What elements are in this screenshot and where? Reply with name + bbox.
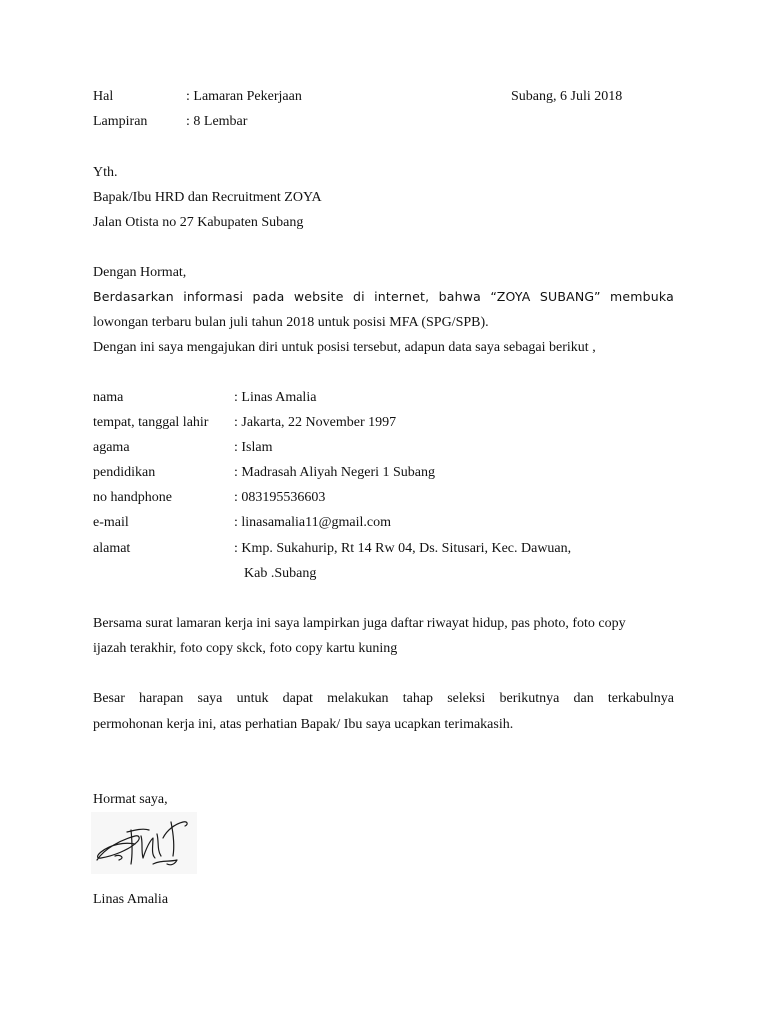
attachments-line-1: Bersama surat lamaran kerja ini saya lampirkan juga daftar riwayat hidup, pas photo, foto copy bbox=[93, 616, 626, 631]
field-value-agama: : Islam bbox=[234, 440, 273, 455]
hal-value: : Lamaran Pekerjaan bbox=[186, 89, 302, 104]
recipient-name: Bapak/Ibu HRD dan Recruitment ZOYA bbox=[93, 190, 322, 205]
paragraph-1-line-1: Berdasarkan informasi pada website di internet, bahwa “ZOYA SUBANG” membuka bbox=[93, 289, 674, 304]
recipient-address: Jalan Otista no 27 Kabupaten Subang bbox=[93, 215, 304, 230]
signature-image bbox=[91, 812, 197, 874]
field-value-pendidikan: : Madrasah Aliyah Negeri 1 Subang bbox=[234, 465, 436, 480]
closing-paragraph-line-2: permohonan kerja ini, atas perhatian Bapak/ Ibu saya ucapkan terimakasih. bbox=[93, 717, 514, 732]
signature-scribble bbox=[91, 812, 197, 874]
place-date: Subang, 6 Juli 2018 bbox=[511, 89, 623, 104]
signer-name: Linas Amalia bbox=[93, 892, 169, 907]
field-label-email: e-mail bbox=[93, 515, 129, 530]
field-label-agama: agama bbox=[93, 440, 130, 455]
recipient-salutation: Yth. bbox=[93, 165, 118, 180]
greeting: Dengan Hormat, bbox=[93, 265, 187, 280]
field-value-alamat-cont: Kab .Subang bbox=[244, 566, 317, 581]
field-value-alamat: : Kmp. Sukahurip, Rt 14 Rw 04, Ds. Situsari, Kec. Dawuan, bbox=[234, 541, 572, 556]
field-value-email: : linasamalia11@gmail.com bbox=[234, 515, 392, 530]
closing-salutation: Hormat saya, bbox=[93, 792, 168, 807]
closing-paragraph-line-1: Besar harapan saya untuk dapat melakukan tahap seleksi berikutnya dan terkabulnya bbox=[93, 691, 674, 706]
field-value-nama: : Linas Amalia bbox=[234, 390, 317, 405]
field-value-handphone: : 083195536603 bbox=[234, 490, 326, 505]
hal-label: Hal bbox=[93, 89, 114, 104]
attachments-line-2: ijazah terakhir, foto copy skck, foto copy kartu kuning bbox=[93, 641, 398, 656]
field-label-ttl: tempat, tanggal lahir bbox=[93, 415, 209, 430]
lampiran-value: : 8 Lembar bbox=[186, 114, 248, 129]
lampiran-label: Lampiran bbox=[93, 114, 148, 129]
paragraph-2: Dengan ini saya mengajukan diri untuk posisi tersebut, adapun data saya sebagai berikut , bbox=[93, 340, 596, 355]
field-label-alamat: alamat bbox=[93, 541, 131, 556]
field-label-pendidikan: pendidikan bbox=[93, 465, 156, 480]
field-label-handphone: no handphone bbox=[93, 490, 172, 505]
field-value-ttl: : Jakarta, 22 November 1997 bbox=[234, 415, 397, 430]
paragraph-1-line-2: lowongan terbaru bulan juli tahun 2018 untuk posisi MFA (SPG/SPB). bbox=[93, 315, 489, 330]
field-label-nama: nama bbox=[93, 390, 124, 405]
